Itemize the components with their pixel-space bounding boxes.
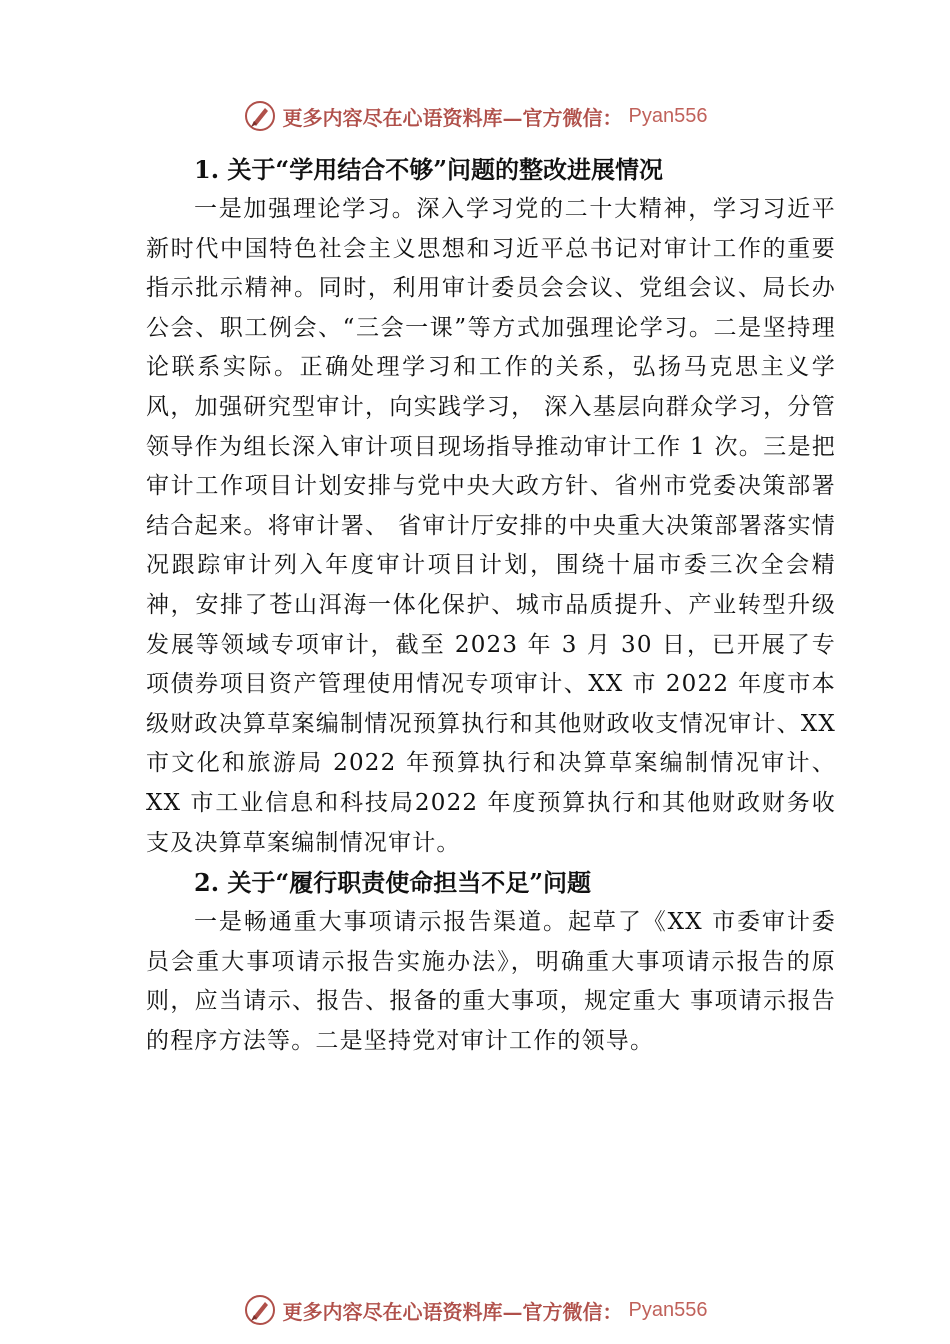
section-paragraph-2: 一是畅通重大事项请示报告渠道。起草了《XX 市委审计委员会重大事项请示报告实施办法》，明确重大事项请示报告的原则，应当请示、报告、报备的重大事项，规定重大 事项请示报告的程序方法等。二是坚持党对审计工作的领导。	[146, 909, 836, 1054]
section-paragraph-1: 一是加强理论学习。深入学习党的二十大精神，学习习近平新时代中国特色社会主义思想和习近平总书记对审计工作的重要指示批示精神。同时，利用审计委员会会议、党组会议、局长办公会、职工例会、“三会一课”等方式加强理论学习。二是坚持理论联系实际。正确处理学习和工作的关系，弘扬马克思主义学风，加强研究型审计，向实践学习， 深入基层向群众学习，分管领导作为组长深入审计项目现场指导推动审计工作 1 次。三是把审计工作项目计划安排与党中央大政方针、省州市党委决策部署结合起来。将审计署、 省审计厅安排的中央重大决策部署落实情况跟踪审计列入年度审计项目计划，围绕十届市委三次全会精神，安排了苍山洱海一体化保护、城市品质提升、产业转型升级发展等领域专项审计，截至 2023 年 3 月 30 日，已开展了专项债券项目资产管理使用情况专项审计、XX 市 2022 年度市本级财政决算草案编制情况预算执行和其他财政收支情况审计、XX 市文化和旅游局 2022 年预算执行和决算草案编制情况审计、XX 市工业信息和科技局2022 年度预算执行和其他财政财务收支及决算草案编制情况审计。	[146, 196, 836, 856]
watermark-handle: Pyan556	[628, 104, 708, 127]
document-body	[146, 150, 836, 1061]
pen-circle-logo-icon	[243, 99, 277, 133]
watermark-text: 更多内容尽在心语资料库—官方微信：	[282, 1299, 623, 1324]
pen-circle-logo-icon	[243, 1293, 277, 1327]
section-heading-1: 1. 关于“学用结合不够”问题的整改进展情况	[194, 155, 664, 184]
watermark-handle: Pyan556	[628, 1298, 708, 1321]
watermark-text: 更多内容尽在心语资料库—官方微信：	[282, 105, 623, 130]
watermark-footer	[0, 1290, 950, 1330]
watermark-header	[0, 96, 950, 136]
section-heading-2: 2. 关于“履行职责使命担当不足”问题	[194, 868, 592, 898]
